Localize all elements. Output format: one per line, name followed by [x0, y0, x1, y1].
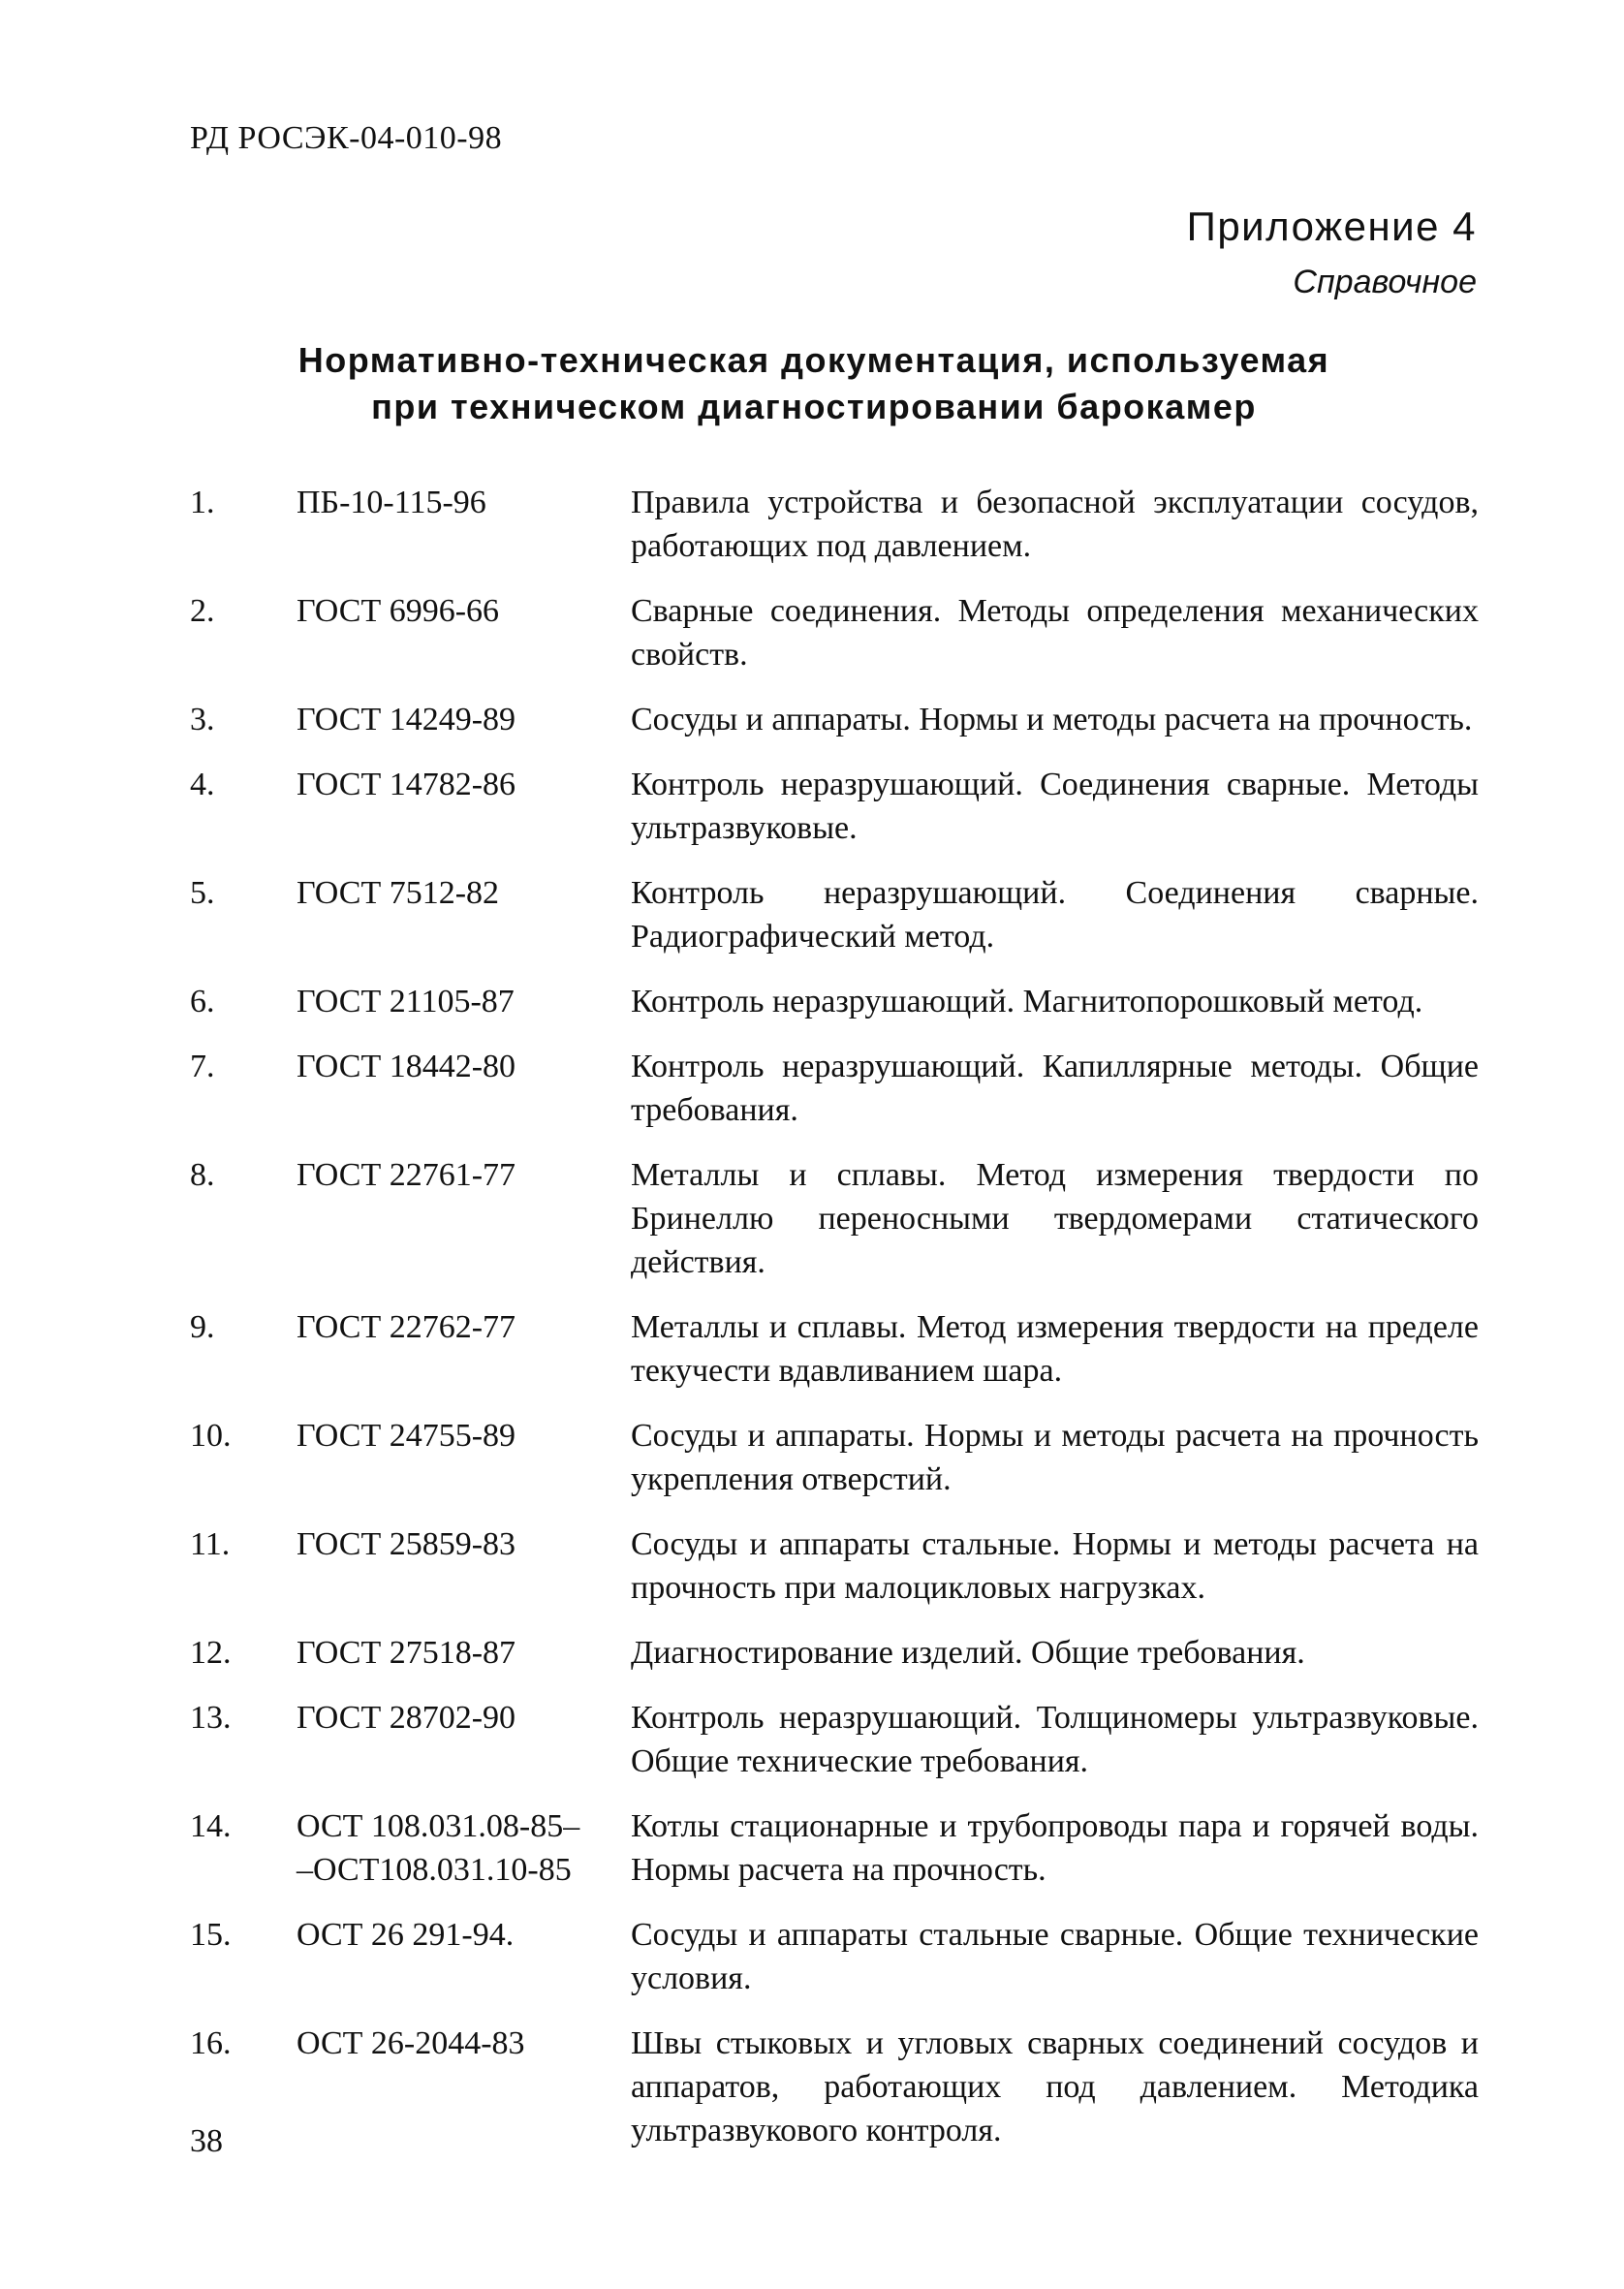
heading-line-2: при техническом диагностировании барокамер: [371, 387, 1257, 426]
item-number: 5.: [190, 875, 215, 911]
list-item: [190, 1414, 1479, 1501]
standard-title: Контроль неразрушающий. Толщиномеры ультразвуковые. Общие технические требования.: [631, 1700, 1479, 1779]
reference-list: [190, 459, 1479, 2152]
list-item: [190, 1522, 1479, 1610]
list-item: [190, 481, 1479, 568]
list-item: [190, 980, 1479, 1023]
appendix-title: Приложение 4: [1186, 204, 1477, 249]
item-number: 6.: [190, 984, 215, 1019]
item-number: 12.: [190, 1635, 232, 1671]
list-item: [190, 1305, 1479, 1393]
item-number: 15.: [190, 1917, 232, 1953]
standard-title: Котлы стационарные и трубопроводы пара и горячей воды. Нормы расчета на прочность.: [631, 1808, 1479, 1888]
list-item: [190, 698, 1479, 741]
item-number: 9.: [190, 1309, 215, 1345]
list-item: [190, 763, 1479, 850]
standard-code: ГОСТ 22761-77: [297, 1157, 516, 1193]
item-number: 7.: [190, 1049, 215, 1084]
item-number: 2.: [190, 593, 215, 629]
standard-title: Сосуды и аппараты стальные. Нормы и методы расчета на прочность при малоцикловых нагрузках.: [631, 1526, 1479, 1606]
page-number: 38: [190, 2123, 223, 2159]
standard-title: Диагностирование изделий. Общие требования.: [631, 1635, 1305, 1671]
standard-title: Контроль неразрушающий. Магнитопорошковый метод.: [631, 984, 1423, 1019]
item-number: 14.: [190, 1808, 232, 1844]
standard-code: ГОСТ 7512-82: [297, 875, 500, 911]
standard-title: Сварные соединения. Методы определения механических свойств.: [631, 593, 1479, 673]
standard-code: ГОСТ 21105-87: [297, 984, 515, 1019]
document-code: РД РОСЭК-04-010-98: [190, 120, 503, 156]
item-number: 4.: [190, 767, 215, 802]
item-number: 10.: [190, 1418, 232, 1454]
list-item: [190, 1631, 1479, 1675]
standard-title: Швы стыковых и угловых сварных соединений сосудов и аппаратов, работающих под давлением. Методика ультразвукового контроля.: [631, 2025, 1479, 2148]
standard-code: ГОСТ 27518-87: [297, 1635, 516, 1671]
list-item: [190, 589, 1479, 676]
list-item: [190, 1804, 1479, 1892]
standard-code: ГОСТ 6996-66: [297, 593, 500, 629]
list-item: [190, 871, 1479, 958]
list-item: [190, 1696, 1479, 1783]
item-number: 3.: [190, 702, 215, 737]
item-number: 11.: [190, 1526, 231, 1562]
standard-title: Сосуды и аппараты. Нормы и методы расчета на прочность.: [631, 702, 1473, 737]
standard-code: ГОСТ 14249-89: [297, 702, 516, 737]
standard-title: Правила устройства и безопасной эксплуатации сосудов, работающих под давлением.: [631, 485, 1479, 564]
standard-title: Сосуды и аппараты стальные сварные. Общие технические условия.: [631, 1917, 1479, 1996]
standard-code: ГОСТ 22762-77: [297, 1309, 516, 1345]
item-number: 13.: [190, 1700, 232, 1736]
section-heading: [242, 337, 1386, 430]
standard-title: Сосуды и аппараты. Нормы и методы расчета на прочность укрепления отверстий.: [631, 1418, 1479, 1497]
item-number: 16.: [190, 2025, 232, 2061]
list-item: [190, 1045, 1479, 1132]
standard-code: ГОСТ 18442-80: [297, 1049, 516, 1084]
item-number: 8.: [190, 1157, 215, 1193]
list-item: [190, 1153, 1479, 1284]
standard-code: ГОСТ 24755-89: [297, 1418, 516, 1454]
standard-code: ОСТ 26-2044-83: [297, 2025, 525, 2061]
appendix-subtitle: Справочное: [1293, 264, 1477, 300]
heading-line-1: Нормативно-техническая документация, используемая: [297, 340, 1330, 380]
list-item: [190, 1913, 1479, 2000]
list-item: [190, 2022, 1479, 2152]
standard-title: Металлы и сплавы. Метод измерения твердости по Бринеллю переносными твердомерами статического действия.: [631, 1157, 1479, 1280]
standard-code: ОСТ 26 291-94.: [297, 1917, 515, 1953]
standard-code: ГОСТ 25859-83: [297, 1526, 516, 1562]
standard-code: ОСТ 108.031.08-85– –ОСТ108.031.10-85: [297, 1808, 580, 1888]
standard-code: ПБ-10-115-96: [297, 485, 486, 520]
standard-title: Металлы и сплавы. Метод измерения твердости на пределе текучести вдавливанием шара.: [631, 1309, 1479, 1389]
standard-title: Контроль неразрушающий. Соединения сварные. Методы ультразвуковые.: [631, 767, 1479, 846]
standard-code: ГОСТ 14782-86: [297, 767, 516, 802]
standard-title: Контроль неразрушающий. Соединения сварные. Радиографический метод.: [631, 875, 1479, 955]
item-number: 1.: [190, 485, 215, 520]
standard-code: ГОСТ 28702-90: [297, 1700, 516, 1736]
standard-title: Контроль неразрушающий. Капиллярные методы. Общие требования.: [631, 1049, 1479, 1128]
